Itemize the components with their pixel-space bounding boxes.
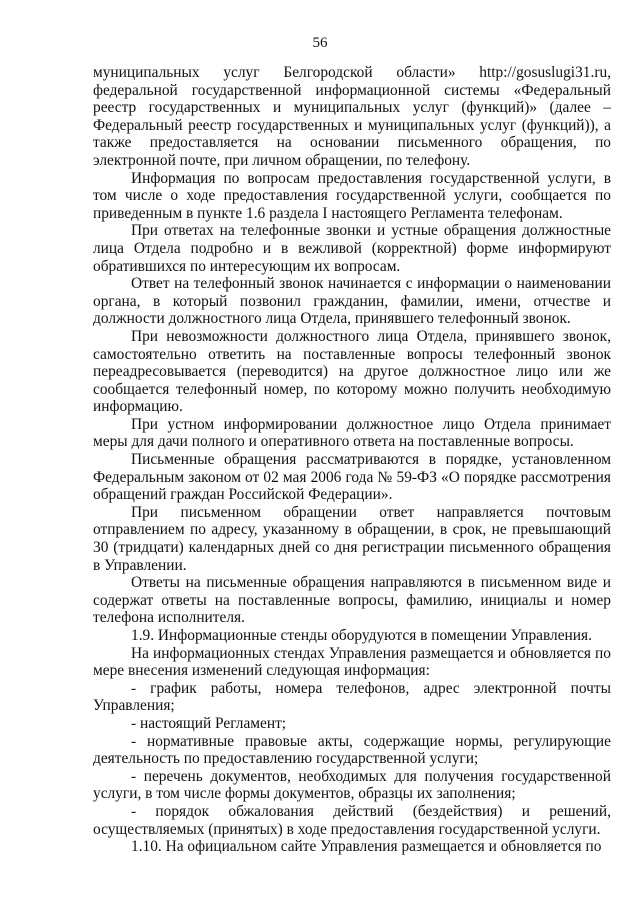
paragraph-1-9: 1.9. Информационные стенды оборудуются в помещении Управления. bbox=[131, 627, 592, 644]
list-item-documents: - перечень документов, необходимых для получения государственной услуги, в том числе формы документов, образцы их заполнения; bbox=[93, 767, 611, 803]
paragraph-call-start: Ответ на телефонный звонок начинается с информации о наименовании органа, в который позвонил гражданин, фамилии, имени, отчестве и должности должностного лица Отдела, принявшего телефонный звонок. bbox=[93, 275, 611, 328]
paragraph-written-requests: Письменные обращения рассматриваются в порядке, установленном Федеральным законом от 02 мая 2006 года № 59-ФЗ «О порядке рассмотрения обращений граждан Российской Федерации». bbox=[93, 451, 611, 504]
paragraph-phone-answers: При ответах на телефонные звонки и устные обращения должностные лица Отдела подробно и в вежливой (корректной) форме информируют обратившихся по интересующим их вопросам. bbox=[93, 222, 611, 275]
list-item-appeal: - порядок обжалования действий (бездействия) и решений, осуществляемых (принятых) в ходе предоставления государственной услуги. bbox=[93, 802, 611, 838]
paragraph-written-reply: При письменном обращении ответ направляется почтовым отправлением по адресу, указанному в обращении, в срок, не превышающий 30 (тридцати) календарных дней со дня регистрации письменного обращения в Управлении. bbox=[93, 503, 611, 574]
paragraph-continuation: муниципальных услуг Белгородской области» http://gosuslugi31.ru, федеральной государственной информационной системы «Федеральный реестр государственных и муниципальных услуг (функций)» (далее – Федеральный реестр государственных и муниципальных услуг (функций)), а также предоставляется на основании письменного обращения, по электронной почте, при личном обращении, по телефону. bbox=[93, 64, 611, 169]
paragraph-oral-info: При устном информировании должностное лицо Отдела принимает меры для дачи полного и оперативного ответа на поставленные вопросы. bbox=[93, 415, 611, 451]
page-number: 56 bbox=[312, 35, 328, 51]
list-item-schedule: - график работы, номера телефонов, адрес электронной почты Управления; bbox=[93, 679, 611, 715]
paragraph-call-redirect: При невозможности должностного лица Отдела, принявшего звонок, самостоятельно ответить на поставленные вопросы телефонный звонок переадресовывается (переводится) на другое должностное лицо или же сообщается телефонный номер, по которому можно получить необходимую информацию. bbox=[93, 327, 611, 416]
list-item-regulation: - настоящий Регламент; bbox=[131, 714, 287, 732]
body-text bbox=[93, 64, 611, 856]
paragraph-stands-info: На информационных стендах Управления размещается и обновляется по мере внесения изменений следующая информация: bbox=[93, 644, 611, 680]
paragraph-info-questions: Информация по вопросам предоставления государственной услуги, в том числе о ходе предоставления государственной услуги, сообщается по приведенным в пункте 1.6 раздела I настоящего Регламента телефонам. bbox=[93, 169, 611, 222]
list-item-legal-acts: - нормативные правовые акты, содержащие нормы, регулирующие деятельность по предоставлению государственной услуги; bbox=[93, 732, 611, 768]
paragraph-reply-format: Ответы на письменные обращения направляются в письменном виде и содержат ответы на поставленные вопросы, фамилию, инициалы и номер телефона исполнителя. bbox=[93, 574, 611, 627]
paragraph-1-10: 1.10. На официальном сайте Управления размещается и обновляется по bbox=[131, 838, 602, 856]
